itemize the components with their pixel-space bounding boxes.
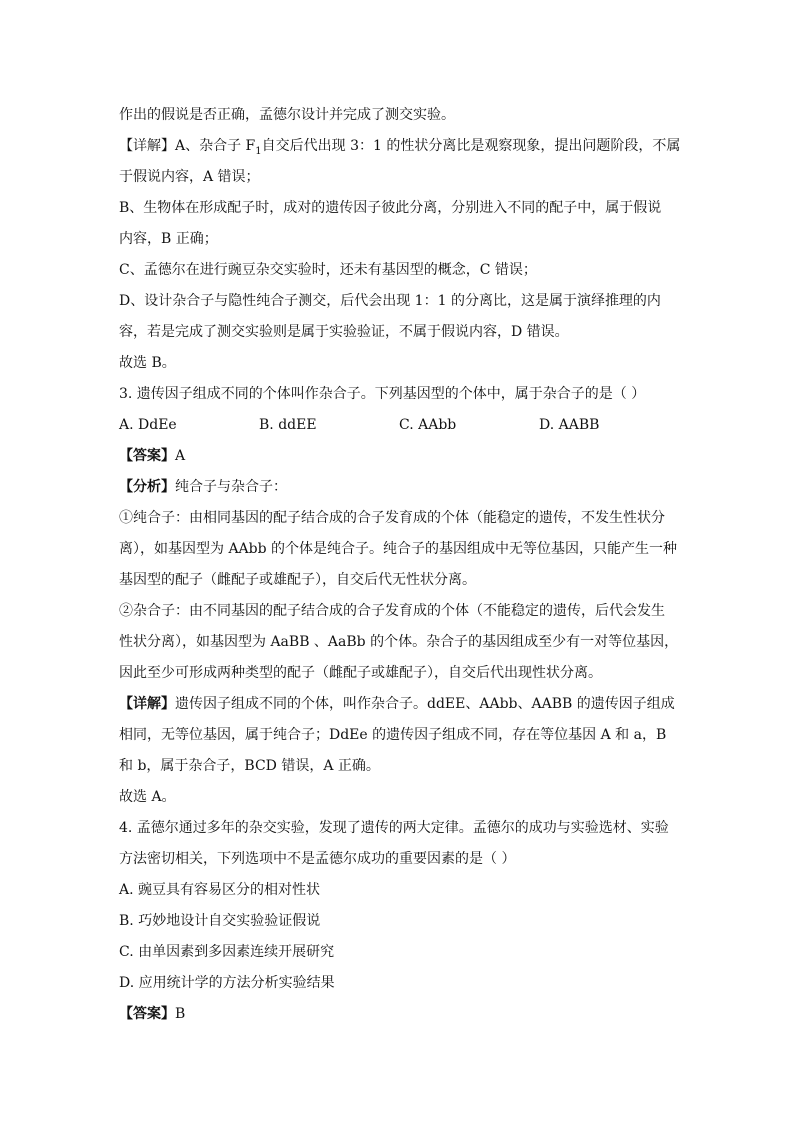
text-line: 因此至少可形成两种类型的配子（雌配子或雄配子），自交后代出现性状分离。	[119, 665, 602, 681]
text-line: 基因型的配子（雌配子或雄配子），自交后代无性状分离。	[119, 572, 476, 588]
option-c: C. 由单因素到多因素连续开展研究	[119, 944, 335, 960]
text-line: ②杂合子：由不同基因的配子结合成的合子发育成的个体（不能稳定的遗传，后代会发生	[119, 603, 665, 619]
question-4-stem: 4. 孟德尔通过多年的杂交实验，发现了遗传的两大定律。孟德尔的成功与实验选材、实验	[119, 820, 669, 836]
text-line: C、孟德尔在进行豌豆杂交实验时，还未有基因型的概念，C 错误；	[119, 262, 537, 278]
text-line: 于假说内容，A 错误；	[119, 169, 260, 185]
question-3-analysis: 【分析】纯合子与杂合子：	[119, 479, 287, 495]
text-line: 离），如基因型为 AAbb 的个体是纯合子。纯合子的基因组成中无等位基因，只能产生一种	[119, 541, 678, 557]
option-a: A. 豌豆具有容易区分的相对性状	[119, 882, 321, 898]
option-d: D. 应用统计学的方法分析实验结果	[119, 975, 335, 991]
text-line: ①纯合子：由相同基因的配子结合成的合子发育成的个体（能稳定的遗传，不发生性状分	[119, 510, 665, 526]
option-b: B. 巧妙地设计自交实验验证假说	[119, 913, 321, 929]
question-3-answer: 【答案】A	[119, 448, 186, 464]
text-line: 内容，B 正确；	[119, 231, 218, 247]
question-4-answer: 【答案】B	[119, 1006, 186, 1022]
text-line: 【详解】A、杂合子 $F_1$自交后代出现 3：1 的性状分离比是观察现象，提出问题阶段，不属	[119, 138, 681, 157]
question-3-detail: 【详解】遗传因子组成不同的个体，叫作杂合子。ddEE、AAbb、AABB 的遗传因子组成	[119, 696, 675, 712]
text-line: 相同，无等位基因，属于纯合子；DdEe 的遗传因子组成不同，存在等位基因 A 和 a，B	[119, 727, 667, 743]
text-line: 故选 A。	[119, 789, 176, 805]
text-line: 和 b，属于杂合子，BCD 错误，A 正确。	[119, 758, 380, 774]
question-3-stem: 3. 遗传因子组成不同的个体叫作杂合子。下列基因型的个体中，属于杂合子的是（ ）	[119, 386, 646, 402]
text-line: 故选 B。	[119, 355, 176, 371]
option-c: C. AAbb	[399, 417, 457, 433]
document-content	[119, 100, 679, 1030]
text-line: B、生物体在形成配子时，成对的遗传因子彼此分离，分别进入不同的配子中，属于假说	[119, 200, 662, 216]
option-b: B. ddEE	[259, 417, 317, 433]
question-3-options	[119, 410, 679, 441]
option-a: A. DdEe	[119, 417, 177, 433]
text-line: 性状分离），如基因型为 AaBB 、AaBb 的个体。杂合子的基因组成至少有一对等位基因，	[119, 634, 679, 650]
text-line: D、设计杂合子与隐性纯合子测交，后代会出现 1：1 的分离比，这是属于演绎推理的内	[119, 293, 661, 309]
text-line: 方法密切相关，下列选项中不是孟德尔成功的重要因素的是（ ）	[119, 851, 516, 867]
text-line: 容，若是完成了测交实验则是属于实验验证，不属于假说内容，D 错误。	[119, 324, 569, 340]
text-line: 作出的假说是否正确，孟德尔设计并完成了测交实验。	[119, 107, 455, 123]
option-d: D. AABB	[539, 417, 600, 433]
